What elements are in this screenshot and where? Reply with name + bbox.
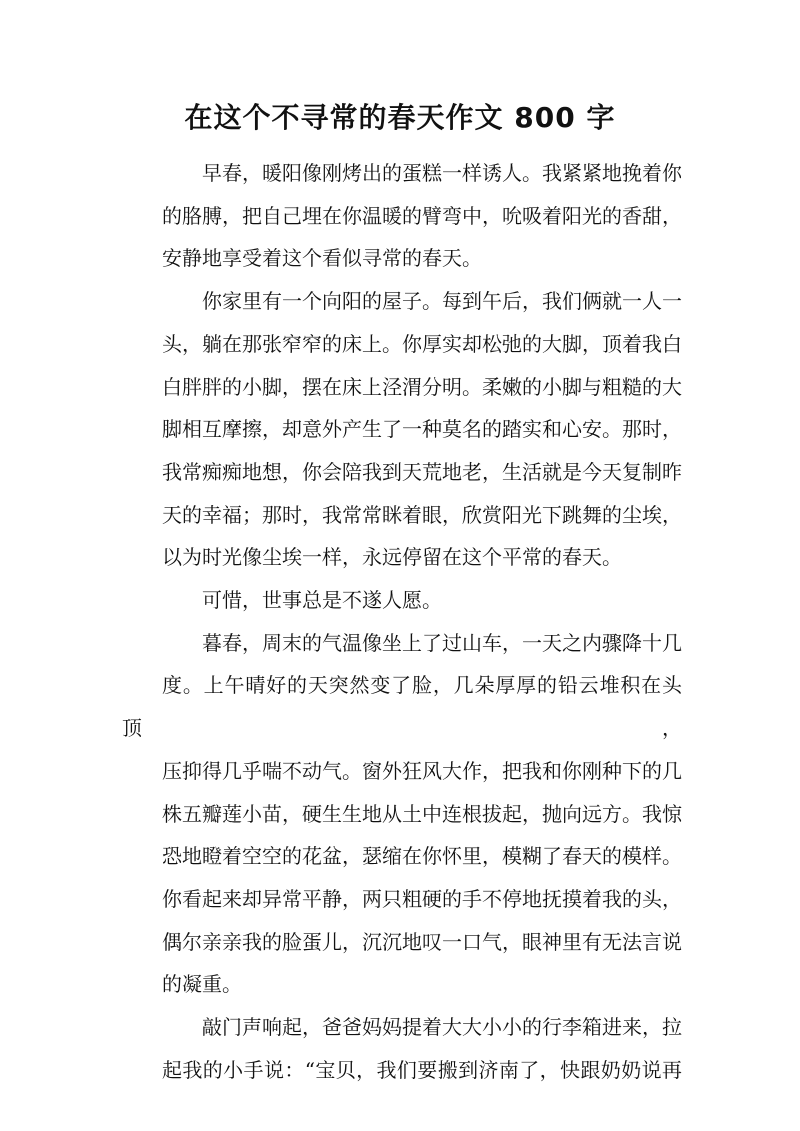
paragraph-line: 安静地享受着这个看似寻常的春天。 bbox=[162, 246, 482, 271]
paragraph-line: 的凝重。 bbox=[162, 972, 242, 997]
paragraph-line: 以为时光像尘埃一样，永远停留在这个平常的春天。 bbox=[162, 545, 622, 570]
paragraph-line: 头，躺在那张窄窄的床上。你厚实却松弛的大脚，顶着我白 bbox=[162, 331, 682, 356]
paragraph-line: 我常痴痴地想，你会陪我到天荒地老，生活就是今天复制昨 bbox=[162, 459, 682, 484]
paragraph-line: 的胳膊，把自己埋在你温暖的臂弯中，吮吸着阳光的香甜， bbox=[162, 203, 682, 228]
paragraph-line: 白胖胖的小脚，摆在床上泾渭分明。柔嫩的小脚与粗糙的大 bbox=[162, 374, 682, 399]
paragraph-line: 压抑得几乎喘不动气。窗外狂风大作，把我和你刚种下的几 bbox=[162, 758, 682, 783]
paragraph-line: 偶尔亲亲我的脸蛋儿，沉沉地叹一口气，眼神里有无法言说 bbox=[162, 929, 682, 954]
paragraph-line: 暮春，周末的气温像坐上了过山车，一天之内骤降十几 bbox=[202, 630, 682, 655]
paragraph-2 bbox=[122, 280, 682, 579]
paragraph-3 bbox=[122, 579, 682, 622]
paragraph-1 bbox=[122, 152, 682, 280]
paragraph-line: 你家里有一个向阳的屋子。每到午后，我们俩就一人一 bbox=[202, 289, 682, 314]
paragraph-line: 起我的小手说：“宝贝，我们要搬到济南了，快跟奶奶说再 bbox=[162, 1057, 682, 1082]
paragraph-line: 天的幸福；那时，我常常眯着眼，欣赏阳光下跳舞的尘埃， bbox=[162, 502, 682, 527]
document-body bbox=[122, 152, 682, 1091]
paragraph-line: 敲门声响起，爸爸妈妈提着大大小小的行李箱进来，拉 bbox=[202, 1015, 682, 1040]
paragraph-line: 株五瓣莲小苗，硬生生地从土中连根拔起，抛向远方。我惊 bbox=[162, 801, 682, 826]
paragraph-4 bbox=[122, 622, 682, 1006]
paragraph-5 bbox=[122, 1006, 682, 1091]
paragraph-line: 恐地瞪着空空的花盆，瑟缩在你怀里，模糊了春天的模样。 bbox=[162, 844, 682, 869]
paragraph-line: 度。上午晴好的天突然变了脸，几朵厚厚的铅云堆积在头顶， bbox=[122, 673, 682, 741]
document-title: 在这个不寻常的春天作文 800 字 bbox=[184, 101, 616, 134]
paragraph-line: 早春，暖阳像刚烤出的蛋糕一样诱人。我紧紧地挽着你 bbox=[202, 161, 682, 185]
paragraph-line: 你看起来却异常平静，两只粗硬的手不停地抚摸着我的头， bbox=[162, 886, 682, 911]
paragraph-line: 可惜，世事总是不遂人愿。 bbox=[202, 588, 442, 613]
paragraph-line: 脚相互摩擦，却意外产生了一种莫名的踏实和心安。那时， bbox=[162, 417, 682, 442]
